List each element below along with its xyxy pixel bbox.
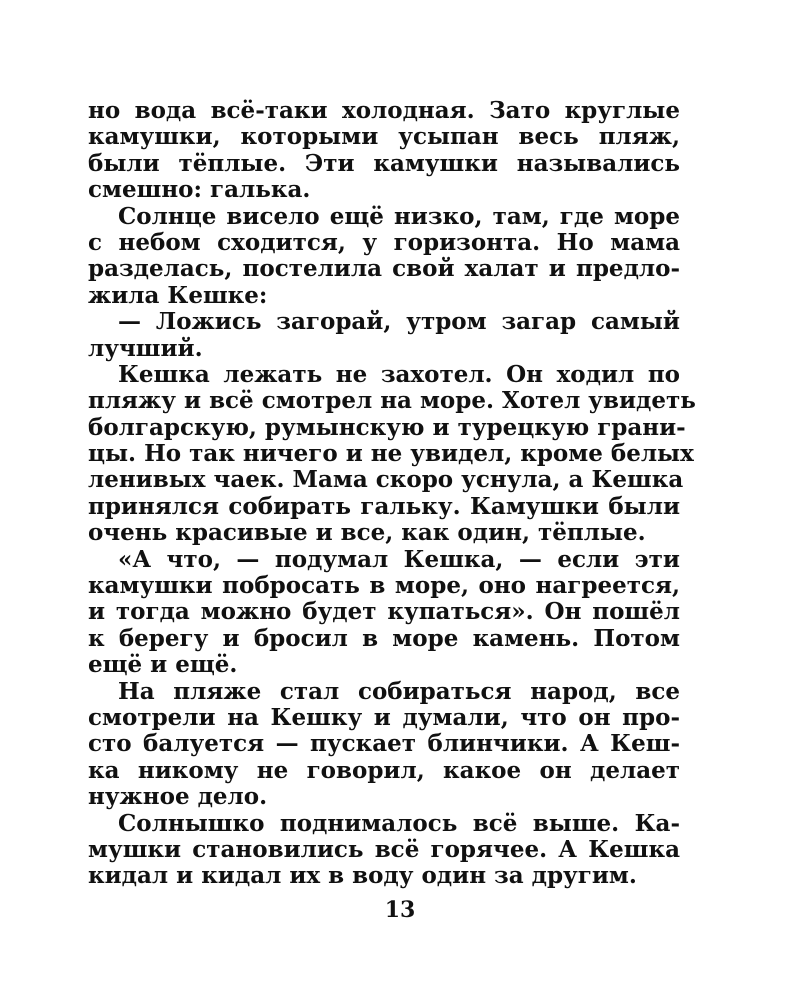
text-line: На пляже стал собираться народ, все bbox=[118, 677, 680, 705]
text-line: нужное дело. bbox=[88, 783, 268, 811]
text-line: жила Кешке: bbox=[88, 281, 268, 309]
text-line: — Ложись загорай, утром загар самый bbox=[118, 308, 680, 336]
text-line: ленивых чаек. Мама скоро уснула, а Кешка bbox=[88, 466, 684, 494]
text-line: и тогда можно будет купаться». Он пошёл bbox=[88, 598, 680, 626]
text-line: кидал и кидал их в воду один за другим. bbox=[88, 862, 637, 890]
text-line: камушки побросать в море, оно нагреется, bbox=[88, 572, 680, 600]
text-line: к берегу и бросил в море камень. Потом bbox=[88, 624, 680, 652]
page-number: 13 bbox=[384, 897, 416, 923]
text-line: сто балуется — пускает блинчики. А Кеш- bbox=[88, 730, 680, 758]
text-line: ещё и ещё. bbox=[88, 651, 238, 679]
text-line: цы. Но так ничего и не увидел, кроме белых bbox=[88, 440, 694, 468]
text-line: Солнышко поднималось всё выше. Ка- bbox=[118, 809, 680, 837]
text-line: смотрели на Кешку и думали, что он про- bbox=[88, 703, 680, 731]
text-line: лучший. bbox=[88, 334, 203, 362]
text-line: принялся собирать гальку. Камушки были bbox=[88, 492, 680, 520]
text-line: смешно: галька. bbox=[88, 176, 311, 204]
text-line: камушки, которыми усыпан весь пляж, bbox=[88, 123, 680, 151]
text-line: «А что, — подумал Кешка, — если эти bbox=[118, 545, 680, 573]
text-line: пляжу и всё смотрел на море. Хотел увидеть bbox=[88, 387, 696, 415]
text-line: но вода всё-таки холодная. Зато круглые bbox=[88, 97, 680, 124]
text-line: мушки становились всё горячее. А Кешка bbox=[88, 835, 680, 863]
body-text bbox=[88, 97, 696, 890]
text-line: были тёплые. Эти камушки назывались bbox=[88, 149, 680, 177]
text-line: очень красивые и все, как один, тёплые. bbox=[88, 519, 646, 547]
text-line: болгарскую, румынскую и турецкую грани- bbox=[88, 413, 686, 441]
text-line: ка никому не говорил, какое он делает bbox=[88, 756, 680, 784]
text-line: Кешка лежать не захотел. Он ходил по bbox=[118, 360, 680, 388]
text-line: с небом сходится, у горизонта. Но мама bbox=[88, 228, 680, 256]
text-line: разделась, постелила свой халат и предло- bbox=[88, 255, 680, 283]
text-line: Солнце висело ещё низко, там, где море bbox=[118, 202, 680, 230]
